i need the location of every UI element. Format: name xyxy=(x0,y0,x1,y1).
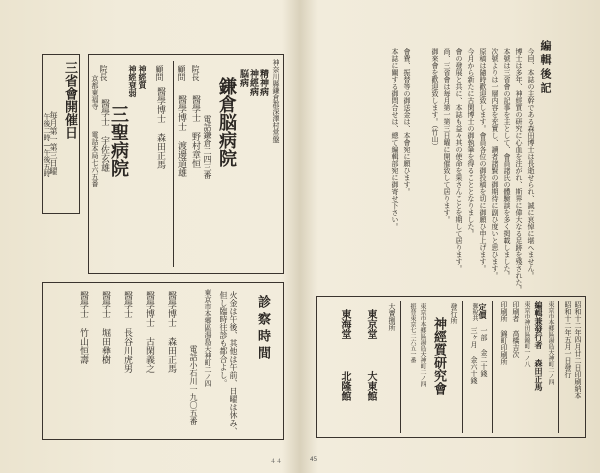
colophon-publisher-title: 發行所 xyxy=(450,303,458,324)
note-column: 今回、本誌の主幹である森田博士は長逝せられ、誠に哀悼に堪へません。 xyxy=(527,48,535,279)
colophon-editor-address: 東京市本郷區湯島天神町二ノ四 xyxy=(547,301,554,385)
right-page xyxy=(300,0,600,473)
note-column: 本誌に關する御問合せは、總て編輯部宛に御寄せ下さい。 xyxy=(391,48,399,230)
kamakura-phone: 電話鎌倉二四三番 xyxy=(203,115,212,179)
distributor: 東海堂 xyxy=(339,309,350,339)
clinic-doctor: 醫學士 竹山恒壽 xyxy=(78,291,88,364)
colophon-divider xyxy=(492,301,493,433)
sansei-phone: 電話本局七六五番 xyxy=(91,131,99,187)
note-column: 原稿は隨時歡迎致します。會員各位の御投稿を切に御願ひ申上げます。 xyxy=(479,48,487,272)
distributor: 大東館 xyxy=(365,371,376,401)
kamakura-name: 鎌倉脳病院 xyxy=(216,77,237,167)
colophon-published: 昭和十二年五月一日發行 xyxy=(564,301,572,378)
colophon-publisher: 神經質研究會 xyxy=(431,317,446,395)
sansei-adviser: 醫學博士 森田正馬 xyxy=(155,87,165,169)
colophon-printed: 昭和十二年四月廿二日印刷納本 xyxy=(574,301,582,399)
dept-brain: 脳病 xyxy=(238,69,248,87)
kamakura-depts xyxy=(237,69,267,96)
colophon-printer-address: 東京市神田區錦町一ノ八 xyxy=(523,301,530,367)
note-column: 會の發展と共に、本誌も益々其の使命を果さんことを期して居ります。 xyxy=(455,48,463,272)
clinic-title: 診察時間 xyxy=(255,295,270,363)
colophon-subscription: 三ヶ月 金六十錢 xyxy=(470,327,478,384)
note-column: 尚、三省會は毎月第一第三日曜に開催致して居ります。 xyxy=(443,48,451,223)
note-column: 今月から新たに古閑博士の御執筆を得ることとなりました。 xyxy=(467,48,475,237)
clinic-box xyxy=(42,282,284,440)
dept-neuro: 神經病 xyxy=(248,69,258,96)
colophon-printer: 印刷者 高橋吉次 xyxy=(512,301,520,358)
dept-nervous: 神經質 xyxy=(138,65,148,89)
meeting-time: 午後二時—午後五時 xyxy=(43,113,51,177)
colophon-distributors-title: 大賣捌所 xyxy=(388,303,396,331)
sansei-hospital-name: 三聖病院 xyxy=(108,105,129,177)
editors-note-heading: 編輯後記 xyxy=(539,40,552,96)
right-page-number: 45 xyxy=(310,456,318,463)
distributor: 東京堂 xyxy=(365,309,376,339)
colophon-price-title: 定價 xyxy=(478,303,488,319)
clinic-phone: 電話小石川一九〇五番 xyxy=(189,345,198,425)
sansei-director-title: 院長 xyxy=(99,65,108,81)
note-column: 御來會を歡迎致します。（竹山） xyxy=(431,48,439,150)
kamakura-staff: 醫學博士 渡邊道雄 xyxy=(176,95,186,177)
colophon-postage: 郵稅共 xyxy=(471,303,478,321)
kamakura-director-title: 院長 xyxy=(191,65,200,81)
note-column: 次號よりは一層内容を充實し、讀者諸賢の御期待に副ひ度いと思ひます。 xyxy=(491,48,499,279)
hospitals-box xyxy=(88,54,284,274)
colophon-print-office: 印刷所 錦町印刷所 xyxy=(500,301,508,365)
kamakura-director: 醫學士 野村章恒 xyxy=(190,95,200,168)
clinic-address: 東京市本郷區湯島天神町二ノ四 xyxy=(204,289,212,387)
sansei-director: 醫學士 宇佐玄雄 xyxy=(99,99,109,172)
clinic-doctor: 醫學士 長谷川虎男 xyxy=(122,291,132,373)
dept-psych: 精神病 xyxy=(258,69,268,96)
note-column: 會費、振替等の御送金は、本會宛に願ひます。 xyxy=(403,48,411,195)
colophon-divider xyxy=(462,301,463,433)
sansei-meeting-box xyxy=(42,54,80,214)
meeting-schedule: 毎月第一第三日曜 xyxy=(49,111,58,175)
colophon-editor: 編輯兼發行者 森田正馬 xyxy=(534,301,544,391)
editors-note-body xyxy=(312,48,535,293)
sansei-address: 京都東福寺 xyxy=(91,75,99,110)
clinic-doctor: 醫學博士 古閑義之 xyxy=(144,291,154,373)
hospitals-divider xyxy=(173,61,174,267)
left-page-number: ４４ xyxy=(270,458,283,465)
distributor: 北隆館 xyxy=(339,371,350,401)
note-column: 本號は三省會の記事を主として、會員諸氏の體驗談を多く掲載しました。 xyxy=(503,48,511,279)
meeting-title: 三省會開催日 xyxy=(62,61,77,139)
note-column: 博士は多年、神經質の研究に心血を注がれ、斯界に偉大なる足跡を殘された。 xyxy=(515,48,523,293)
colophon-box xyxy=(316,296,586,438)
colophon-price: 一部 金二十錢 xyxy=(480,327,488,377)
kamakura-staff-title: 顧問 xyxy=(177,65,186,81)
colophon-divider xyxy=(400,301,401,433)
sansei-depts xyxy=(129,65,147,97)
colophon-divider xyxy=(558,301,559,433)
colophon-transfer: 振替東京七二六五一番 xyxy=(409,303,416,363)
clinic-note-2: 但し臨時往診も都合よし。 xyxy=(219,291,228,387)
colophon-publisher-address: 東京市本郷區湯島天神町二ノ四 xyxy=(419,303,426,387)
clinic-note-1: 火金は午後、其他は午前、日曜は休み、 xyxy=(229,291,238,435)
kamakura-address: 神奈川縣鎌倉郡深澤村常盤 xyxy=(272,59,280,143)
dept-neurasthenia: 神經衰弱 xyxy=(128,65,138,97)
clinic-doctor: 醫學博士 森田正馬 xyxy=(166,291,176,373)
clinic-doctor: 醫學士 堀田彝樹 xyxy=(100,291,110,364)
sansei-adviser-title: 顧問 xyxy=(155,65,164,81)
